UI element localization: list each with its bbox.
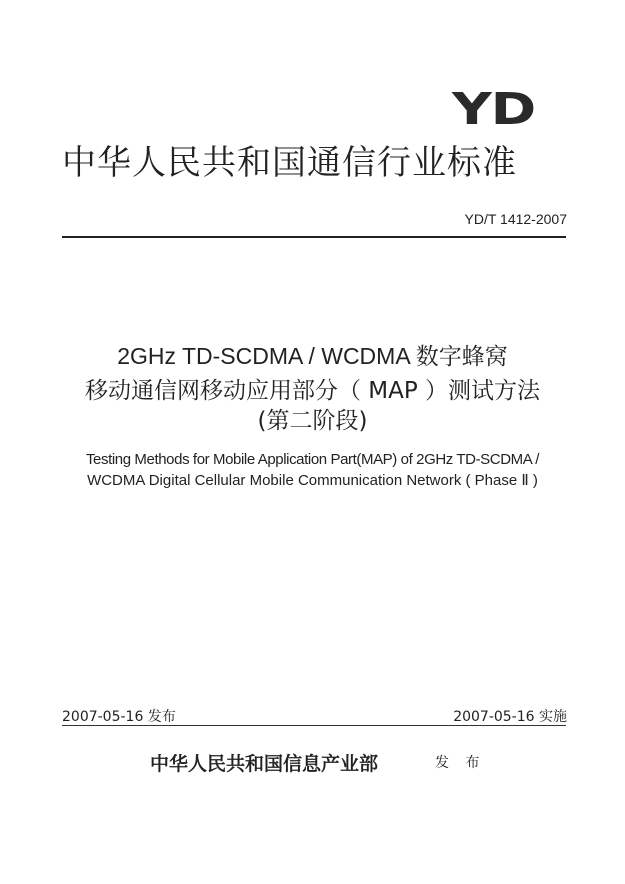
publisher-name: 中华人民共和国信息产业部: [150, 753, 379, 775]
yd-logo: YD: [452, 84, 535, 135]
chinese-title-line-1: 2GHz TD-SCDMA / WCDMA 数字蜂窝: [117, 343, 508, 369]
chinese-title-line-2: 移动通信网移动应用部分（ MAP ）测试方法: [84, 378, 541, 404]
chinese-title-line-3: (第二阶段): [257, 408, 368, 434]
standard-code: YD/T 1412-2007: [464, 211, 567, 227]
english-title-line-1: Testing Methods for Mobile Application Part(MAP) of 2GHz TD-SCDMA /: [85, 451, 540, 468]
english-title-line-2: WCDMA Digital Cellular Mobile Communication Network ( Phase Ⅱ ): [87, 472, 538, 489]
header-divider: [62, 236, 566, 238]
implementation-date: 2007-05-16 实施: [453, 709, 567, 725]
issue-date: 2007-05-16 发布: [62, 709, 176, 725]
footer-divider: [62, 725, 566, 726]
standard-category-title: 中华人民共和国通信行业标准: [62, 143, 517, 183]
publisher-action: 发 布: [435, 755, 486, 771]
